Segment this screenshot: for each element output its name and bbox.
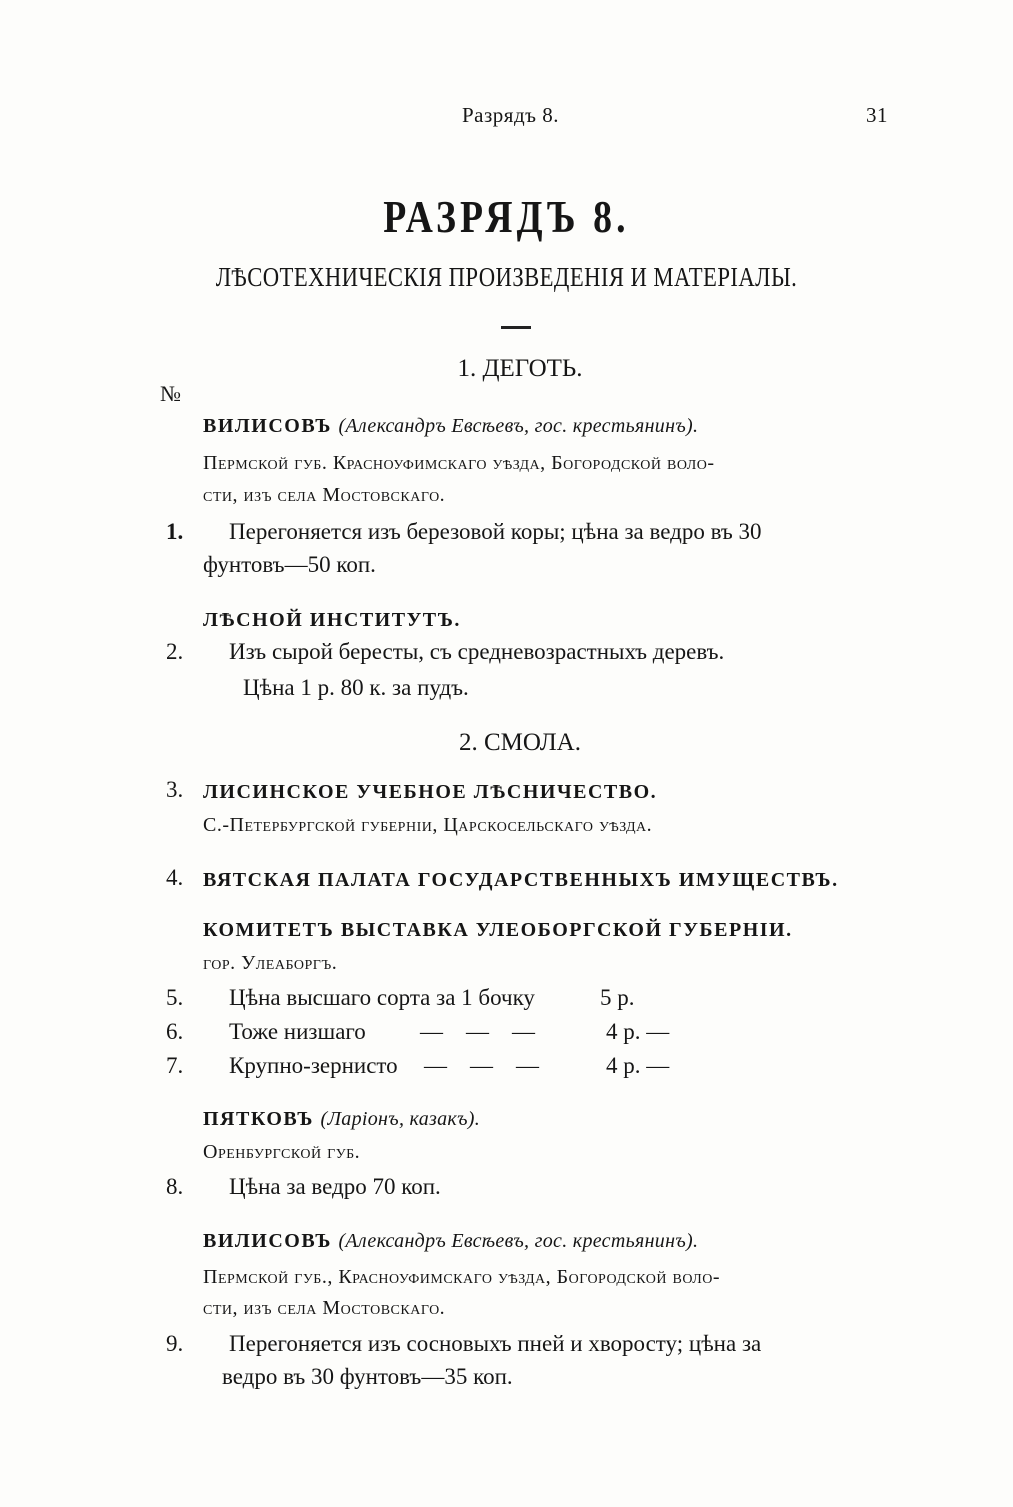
entry-number: 7. bbox=[166, 1053, 184, 1078]
title-divider bbox=[501, 326, 531, 329]
exhibitor-location: гор. Улеаборгъ. bbox=[203, 952, 338, 974]
entry-number: 5. bbox=[166, 985, 184, 1010]
exhibitor-location: сти, изъ села Мостовскаго. bbox=[203, 484, 446, 506]
exhibitor-note: (Александръ Евсѣевъ, гос. крестьянинъ). bbox=[338, 1230, 699, 1252]
entry-number: 1. bbox=[166, 519, 184, 544]
entry-price: 4 р. — bbox=[606, 1019, 670, 1044]
exhibitor-note: (Ларіонъ, казакъ). bbox=[320, 1108, 481, 1130]
entry-dashes: — — — bbox=[424, 1053, 539, 1078]
entry-text: Цѣна за ведро 70 коп. bbox=[229, 1174, 441, 1199]
exhibitor-location: С.-Петербургской губерніи, Царскосельскаго уѣзда. bbox=[203, 814, 653, 836]
exhibitor-name: ВИЛИСОВЪ (Александръ Евсѣевъ, гос. крестьянинъ). bbox=[203, 1230, 699, 1252]
exhibitor-name: ВЯТСКАЯ ПАЛАТА ГОСУДАРСТВЕННЫХЪ ИМУЩЕСТВЪ. bbox=[203, 869, 839, 891]
entry-text: Перегоняется изъ сосновыхъ пней и хворосту; цѣна за bbox=[229, 1331, 762, 1356]
entry-number: 9. bbox=[166, 1331, 184, 1356]
exhibitor-location: Оренбургской губ. bbox=[203, 1141, 361, 1163]
exhibitor-note: (Александръ Евсѣевъ, гос. крестьянинъ). bbox=[338, 415, 699, 437]
entry-dashes: — — — bbox=[420, 1019, 535, 1044]
entry-text: ведро въ 30 фунтовъ—35 коп. bbox=[222, 1364, 513, 1389]
exhibitor-name: ПЯТКОВЪ (Ларіонъ, казакъ). bbox=[203, 1108, 481, 1130]
number-sign: № bbox=[160, 381, 181, 406]
entry-text: Перегоняется изъ березовой коры; цѣна за ведро въ 30 bbox=[229, 519, 762, 544]
entry-text: Изъ сырой бересты, съ средневозрастныхъ деревъ. bbox=[229, 639, 725, 664]
section-heading-tar: 1. ДЕГОТЬ. bbox=[457, 355, 583, 382]
entry-text: Цѣна высшаго сорта за 1 бочку bbox=[229, 985, 535, 1010]
exhibitor-location: Пермской губ. Красноуфимскаго уѣзда, Богородской воло- bbox=[203, 452, 715, 474]
entry-text: Крупно-зернисто bbox=[229, 1053, 398, 1078]
entry-price: 5 р. bbox=[600, 985, 635, 1010]
page-subtitle: ЛѢСОТЕХНИЧЕСКІЯ ПРОИЗВЕДЕНІЯ И МАТЕРІАЛЫ. bbox=[215, 262, 798, 292]
running-title: Разрядъ 8. bbox=[462, 103, 559, 127]
entry-text: Тоже низшаго bbox=[229, 1019, 366, 1044]
entry-number: 4. bbox=[166, 865, 184, 890]
entry-number: 6. bbox=[166, 1019, 184, 1044]
exhibitor-name: КОМИТЕТЪ ВЫСТАВКА УЛЕОБОРГСКОЙ ГУБЕРНІИ. bbox=[203, 919, 793, 941]
page-title: РАЗРЯДЪ 8. bbox=[383, 191, 630, 242]
exhibitor-location: Пермской губ., Красноуфимскаго уѣзда, Богородской воло- bbox=[203, 1266, 721, 1288]
entry-number: 3. bbox=[166, 777, 184, 802]
entry-price: 4 р. — bbox=[606, 1053, 670, 1078]
entry-number: 2. bbox=[166, 639, 184, 664]
section-heading-resin: 2. СМОЛА. bbox=[459, 729, 581, 756]
entry-number: 8. bbox=[166, 1174, 184, 1199]
exhibitor-name: ЛѢСНОЙ ИНСТИТУТЪ. bbox=[203, 609, 461, 631]
entry-text: Цѣна 1 р. 80 к. за пудъ. bbox=[243, 675, 469, 700]
entry-text: фунтовъ—50 коп. bbox=[203, 552, 376, 577]
exhibitor-location: сти, изъ села Мостовскаго. bbox=[203, 1297, 446, 1319]
exhibitor-name: ЛИСИНСКОЕ УЧЕБНОЕ ЛѢСНИЧЕСТВО. bbox=[203, 781, 658, 803]
page-number: 31 bbox=[866, 103, 888, 127]
exhibitor-name: ВИЛИСОВЪ (Александръ Евсѣевъ, гос. крестьянинъ). bbox=[203, 415, 699, 437]
